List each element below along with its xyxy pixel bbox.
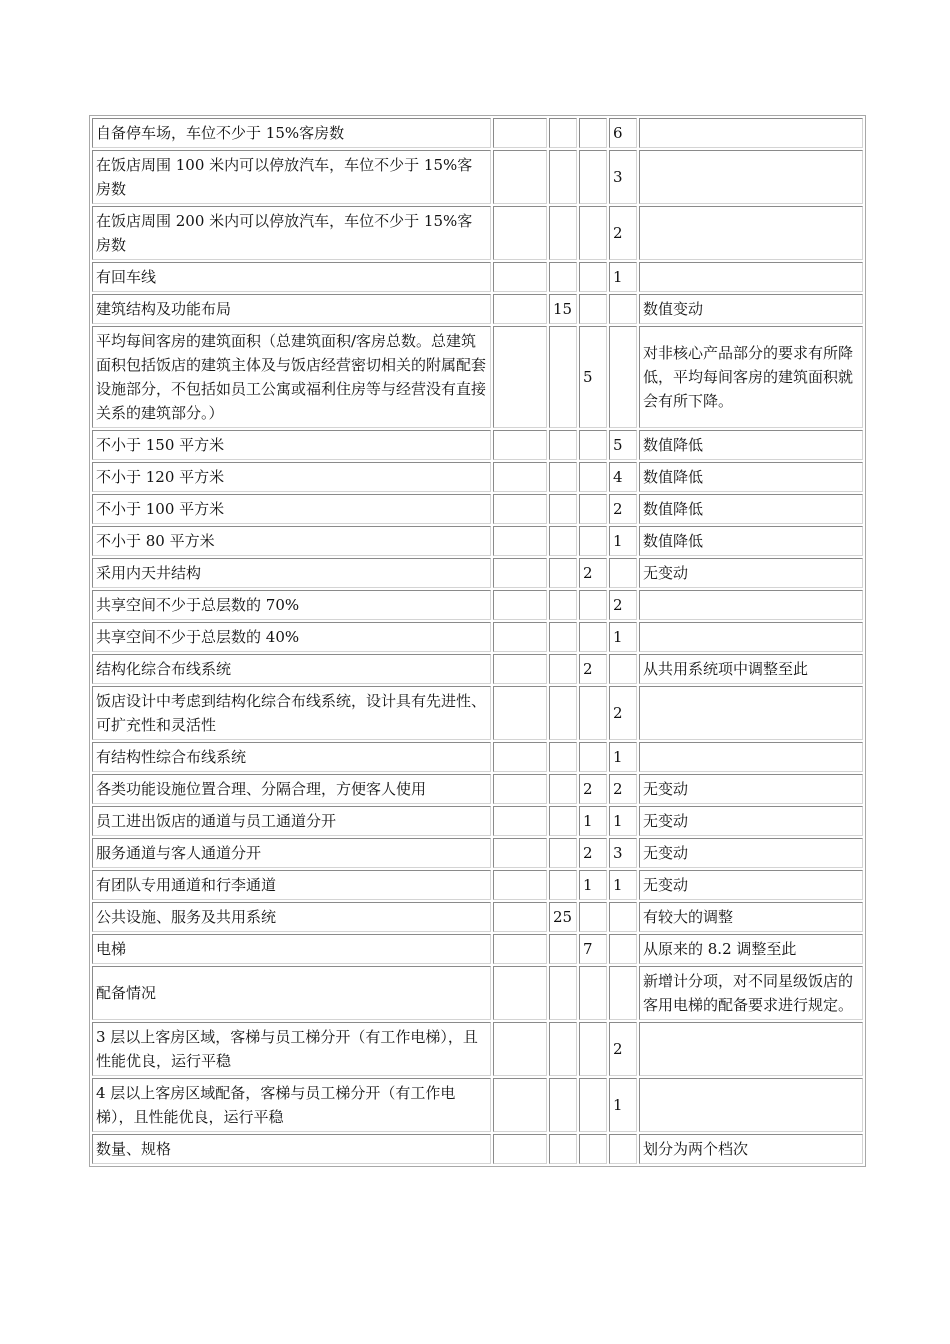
item-cell: 配备情况	[92, 966, 491, 1020]
item-cell: 建筑结构及功能布局	[92, 294, 491, 324]
note-cell: 有较大的调整	[639, 902, 863, 932]
score-cell-4: 1	[609, 742, 637, 772]
table-row	[92, 870, 863, 900]
note-cell	[639, 118, 863, 148]
table-row	[92, 934, 863, 964]
score-cell-4: 4	[609, 462, 637, 492]
score-cell-3: 2	[579, 558, 607, 588]
table-row	[92, 838, 863, 868]
note-cell: 数值降低	[639, 494, 863, 524]
item-cell: 4 层以上客房区域配备，客梯与员工梯分开（有工作电梯），且性能优良，运行平稳	[92, 1078, 491, 1132]
note-cell	[639, 150, 863, 204]
note-cell	[639, 1022, 863, 1076]
table-row	[92, 262, 863, 292]
scoring-table	[89, 115, 866, 1167]
score-cell-4	[609, 326, 637, 428]
score-cell-3	[579, 1134, 607, 1164]
score-cell-1	[493, 590, 547, 620]
table-row	[92, 686, 863, 740]
item-cell: 有团队专用通道和行李通道	[92, 870, 491, 900]
score-cell-2	[549, 590, 577, 620]
score-cell-1	[493, 118, 547, 148]
score-cell-1	[493, 462, 547, 492]
score-cell-3	[579, 206, 607, 260]
score-cell-3	[579, 966, 607, 1020]
document-page	[89, 115, 866, 1167]
score-cell-4: 1	[609, 870, 637, 900]
score-cell-4: 3	[609, 150, 637, 204]
score-cell-3: 2	[579, 838, 607, 868]
score-cell-1	[493, 206, 547, 260]
note-cell: 对非核心产品部分的要求有所降低，平均每间客房的建筑面积就会有所下降。	[639, 326, 863, 428]
note-cell: 无变动	[639, 870, 863, 900]
score-cell-3: 7	[579, 934, 607, 964]
score-cell-4: 1	[609, 806, 637, 836]
score-cell-3	[579, 462, 607, 492]
score-cell-2: 25	[549, 902, 577, 932]
score-cell-3	[579, 590, 607, 620]
note-cell	[639, 686, 863, 740]
score-cell-4	[609, 654, 637, 684]
score-cell-3	[579, 1078, 607, 1132]
table-row	[92, 774, 863, 804]
score-cell-3	[579, 262, 607, 292]
score-cell-1	[493, 1078, 547, 1132]
score-cell-4	[609, 934, 637, 964]
table-row	[92, 654, 863, 684]
score-cell-4: 1	[609, 622, 637, 652]
score-cell-4: 1	[609, 526, 637, 556]
item-cell: 有结构性综合布线系统	[92, 742, 491, 772]
score-cell-2	[549, 206, 577, 260]
score-cell-4: 2	[609, 1022, 637, 1076]
item-cell: 3 层以上客房区域，客梯与员工梯分开（有工作电梯），且性能优良，运行平稳	[92, 1022, 491, 1076]
table-row	[92, 462, 863, 492]
note-cell: 新增计分项，对不同星级饭店的客用电梯的配备要求进行规定。	[639, 966, 863, 1020]
note-cell	[639, 742, 863, 772]
score-cell-4: 2	[609, 686, 637, 740]
note-cell: 数值降低	[639, 462, 863, 492]
item-cell: 不小于 100 平方米	[92, 494, 491, 524]
score-cell-1	[493, 622, 547, 652]
item-cell: 服务通道与客人通道分开	[92, 838, 491, 868]
score-cell-2	[549, 654, 577, 684]
table-row	[92, 326, 863, 428]
table-row	[92, 294, 863, 324]
note-cell	[639, 622, 863, 652]
table-row	[92, 966, 863, 1020]
score-cell-4: 2	[609, 774, 637, 804]
score-cell-2	[549, 430, 577, 460]
score-cell-2	[549, 1134, 577, 1164]
note-cell: 划分为两个档次	[639, 1134, 863, 1164]
item-cell: 不小于 120 平方米	[92, 462, 491, 492]
score-cell-1	[493, 262, 547, 292]
score-cell-1	[493, 1134, 547, 1164]
item-cell: 不小于 80 平方米	[92, 526, 491, 556]
score-cell-3	[579, 430, 607, 460]
score-cell-1	[493, 934, 547, 964]
score-cell-3: 2	[579, 774, 607, 804]
score-cell-4	[609, 558, 637, 588]
item-cell: 结构化综合布线系统	[92, 654, 491, 684]
note-cell	[639, 1078, 863, 1132]
item-cell: 电梯	[92, 934, 491, 964]
score-cell-3	[579, 526, 607, 556]
score-cell-1	[493, 326, 547, 428]
item-cell: 自备停车场，车位不少于 15%客房数	[92, 118, 491, 148]
table-row	[92, 1022, 863, 1076]
score-cell-2	[549, 870, 577, 900]
score-cell-2	[549, 622, 577, 652]
item-cell: 不小于 150 平方米	[92, 430, 491, 460]
score-cell-2	[549, 1022, 577, 1076]
table-row	[92, 590, 863, 620]
table-row	[92, 150, 863, 204]
score-cell-4: 3	[609, 838, 637, 868]
item-cell: 平均每间客房的建筑面积（总建筑面积/客房总数。总建筑面积包括饭店的建筑主体及与饭店经营密切相关的附属配套设施部分，不包括如员工公寓或福利住房等与经营没有直接关系的建筑部分。）	[92, 326, 491, 428]
item-cell: 公共设施、服务及共用系统	[92, 902, 491, 932]
score-cell-3	[579, 742, 607, 772]
score-cell-4: 2	[609, 494, 637, 524]
score-cell-1	[493, 966, 547, 1020]
score-cell-1	[493, 294, 547, 324]
item-cell: 共享空间不少于总层数的 70%	[92, 590, 491, 620]
table-row	[92, 902, 863, 932]
table-row	[92, 526, 863, 556]
score-cell-3	[579, 1022, 607, 1076]
item-cell: 各类功能设施位置合理、分隔合理，方便客人使用	[92, 774, 491, 804]
score-cell-1	[493, 558, 547, 588]
score-cell-1	[493, 870, 547, 900]
score-cell-2	[549, 966, 577, 1020]
note-cell: 无变动	[639, 774, 863, 804]
score-cell-3: 1	[579, 806, 607, 836]
score-cell-1	[493, 526, 547, 556]
score-cell-4	[609, 1134, 637, 1164]
table-body	[92, 118, 863, 1164]
item-cell: 有回车线	[92, 262, 491, 292]
table-row	[92, 622, 863, 652]
score-cell-3	[579, 902, 607, 932]
note-cell	[639, 262, 863, 292]
score-cell-1	[493, 806, 547, 836]
score-cell-3: 2	[579, 654, 607, 684]
item-cell: 共享空间不少于总层数的 40%	[92, 622, 491, 652]
score-cell-2	[549, 1078, 577, 1132]
note-cell: 从共用系统项中调整至此	[639, 654, 863, 684]
note-cell: 数值变动	[639, 294, 863, 324]
score-cell-1	[493, 686, 547, 740]
table-row	[92, 494, 863, 524]
table-row	[92, 1078, 863, 1132]
note-cell: 数值降低	[639, 430, 863, 460]
score-cell-4: 5	[609, 430, 637, 460]
table-row	[92, 742, 863, 772]
item-cell: 在饭店周围 100 米内可以停放汽车，车位不少于 15%客房数	[92, 150, 491, 204]
score-cell-1	[493, 654, 547, 684]
note-cell: 无变动	[639, 558, 863, 588]
score-cell-2	[549, 462, 577, 492]
score-cell-4: 2	[609, 206, 637, 260]
score-cell-4: 1	[609, 262, 637, 292]
note-cell	[639, 206, 863, 260]
score-cell-3: 5	[579, 326, 607, 428]
score-cell-2	[549, 118, 577, 148]
item-cell: 数量、规格	[92, 1134, 491, 1164]
score-cell-2	[549, 806, 577, 836]
score-cell-2	[549, 686, 577, 740]
score-cell-1	[493, 430, 547, 460]
score-cell-2	[549, 150, 577, 204]
score-cell-1	[493, 742, 547, 772]
score-cell-1	[493, 494, 547, 524]
score-cell-3: 1	[579, 870, 607, 900]
table-row	[92, 806, 863, 836]
note-cell: 无变动	[639, 838, 863, 868]
note-cell: 数值降低	[639, 526, 863, 556]
score-cell-1	[493, 902, 547, 932]
table-row	[92, 430, 863, 460]
score-cell-4: 2	[609, 590, 637, 620]
table-row	[92, 118, 863, 148]
note-cell	[639, 590, 863, 620]
score-cell-2	[549, 934, 577, 964]
score-cell-3	[579, 494, 607, 524]
score-cell-1	[493, 838, 547, 868]
score-cell-4	[609, 966, 637, 1020]
score-cell-1	[493, 150, 547, 204]
item-cell: 在饭店周围 200 米内可以停放汽车，车位不少于 15%客房数	[92, 206, 491, 260]
score-cell-4: 6	[609, 118, 637, 148]
score-cell-4	[609, 294, 637, 324]
item-cell: 采用内天井结构	[92, 558, 491, 588]
item-cell: 员工进出饭店的通道与员工通道分开	[92, 806, 491, 836]
score-cell-2	[549, 742, 577, 772]
score-cell-3	[579, 294, 607, 324]
score-cell-3	[579, 622, 607, 652]
score-cell-2	[549, 262, 577, 292]
score-cell-3	[579, 150, 607, 204]
score-cell-3	[579, 686, 607, 740]
score-cell-2	[549, 774, 577, 804]
score-cell-4	[609, 902, 637, 932]
score-cell-2	[549, 326, 577, 428]
score-cell-4: 1	[609, 1078, 637, 1132]
score-cell-1	[493, 1022, 547, 1076]
table-row	[92, 206, 863, 260]
score-cell-2	[549, 526, 577, 556]
table-row	[92, 1134, 863, 1164]
score-cell-1	[493, 774, 547, 804]
score-cell-2	[549, 494, 577, 524]
note-cell: 无变动	[639, 806, 863, 836]
score-cell-2	[549, 838, 577, 868]
note-cell: 从原来的 8.2 调整至此	[639, 934, 863, 964]
score-cell-2: 15	[549, 294, 577, 324]
item-cell: 饭店设计中考虑到结构化综合布线系统，设计具有先进性、可扩充性和灵活性	[92, 686, 491, 740]
table-row	[92, 558, 863, 588]
score-cell-3	[579, 118, 607, 148]
score-cell-2	[549, 558, 577, 588]
